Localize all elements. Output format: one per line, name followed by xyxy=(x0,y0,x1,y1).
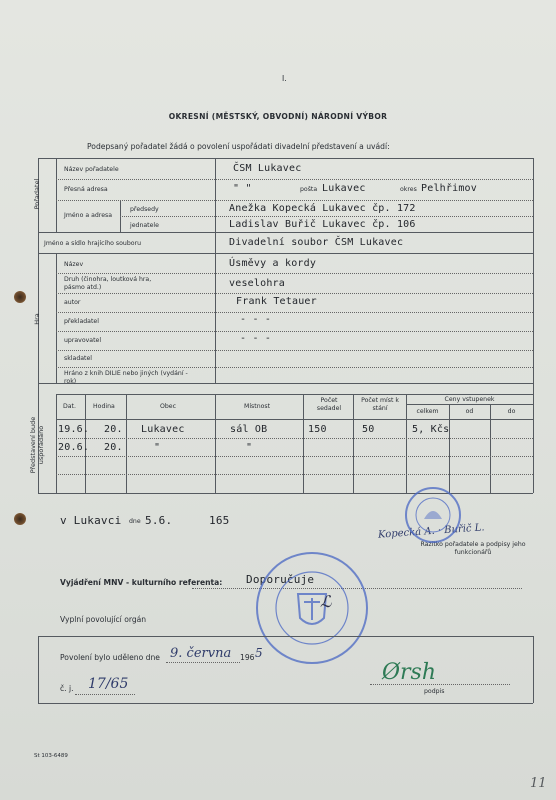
date-text: 5.6. xyxy=(145,514,173,527)
povoleni-date: 9. června xyxy=(170,646,232,661)
table-row-2-hodina: 20. xyxy=(104,442,123,453)
header-od: od xyxy=(465,408,474,415)
organ-label: Vyplní povolující orgán xyxy=(60,615,147,624)
value-okres: Pelhřimov xyxy=(421,183,477,194)
place-text: v Lukavci xyxy=(60,514,122,527)
table-row-1-hodina: 20. xyxy=(104,424,123,435)
razitko-label: Razítko pořadatele a podpisy jeho funkcionářů xyxy=(420,541,526,556)
mnv-stamp xyxy=(256,552,368,664)
header-obec: Obec xyxy=(160,403,177,410)
punch-hole-bottom xyxy=(14,513,26,525)
table-row-2-dat: 20.6. xyxy=(58,442,90,453)
povoleni-year-prefix: 196 xyxy=(240,653,255,662)
year-text: 165 xyxy=(209,514,230,527)
header-ceny: Ceny vstupenek xyxy=(444,396,495,403)
value-adresa: " " xyxy=(233,183,252,194)
table-row-1-sedadel: 150 xyxy=(308,424,327,435)
dne-label: dne xyxy=(129,518,141,525)
section-label-hra: Hra xyxy=(33,313,41,325)
label-posta: pošta xyxy=(300,186,318,193)
value-upravovatel: - - - xyxy=(240,333,272,344)
label-hrano: Hráno z knih DILIE nebo jiných (vydání - rok) xyxy=(64,370,188,385)
header-do: do xyxy=(507,408,516,415)
table-row-1-stani: 50 xyxy=(362,424,375,435)
label-upravovatel: upravovatel xyxy=(64,337,102,344)
header-hodina: Hodina xyxy=(93,403,115,410)
label-predsedy: předsedy xyxy=(130,206,159,213)
value-predsedy: Anežka Kopecká Lukavec čp. 172 xyxy=(229,203,416,214)
header-stani: Počet míst k stání xyxy=(361,397,399,412)
label-jmeno-adresa: Jméno a adresa xyxy=(64,212,113,219)
value-nazev-poradatele: ČSM Lukavec xyxy=(233,163,302,174)
value-hra-nazev: Úsměvy a kordy xyxy=(229,258,317,269)
csm-stamp xyxy=(405,487,461,543)
label-jednatele: jednatele xyxy=(130,222,159,229)
value-autor: Frank Tetauer xyxy=(236,296,317,307)
value-prekladatel: - - - xyxy=(240,314,272,325)
page-number: 11 xyxy=(530,776,547,791)
table-row-1-dat: 19.6. xyxy=(58,424,90,435)
label-adresa: Přesná adresa xyxy=(64,186,108,193)
mnv-signature: ℒ xyxy=(320,592,332,611)
value-posta: Lukavec xyxy=(322,183,366,194)
mnv-label: Vyjádření MNV - kulturního referenta: xyxy=(60,578,223,587)
label-skladatel: skladatel xyxy=(64,355,92,362)
value-druh: veselohra xyxy=(229,278,285,289)
approval-signature: Ørsh xyxy=(382,660,437,685)
table-row-1-obec: Lukavec xyxy=(141,424,185,435)
header-mistnost: Místnost xyxy=(244,403,271,410)
cj-label: č. j. xyxy=(60,684,74,693)
label-soubor: Jméno a sídlo hrajícího souboru xyxy=(44,240,142,247)
value-jednatele: Ladislav Buřič Lukavec čp. 106 xyxy=(229,219,416,230)
podpis-label: podpis xyxy=(424,688,445,695)
punch-hole-top xyxy=(14,291,26,303)
povoleni-label: Povolení bylo uděleno dne xyxy=(60,653,160,662)
povoleni-year-digit: 5 xyxy=(255,646,263,660)
header-sedadel: Počet sedadel xyxy=(316,397,342,412)
form-title: OKRESNÍ (MĚSTSKÝ, OBVODNÍ) NÁRODNÍ VÝBOR xyxy=(168,112,388,121)
label-druh: Druh (činohra, loutková hra, pásmo atd.) xyxy=(64,276,152,291)
label-nazev-poradatele: Název pořadatele xyxy=(64,166,119,173)
value-soubor: Divadelní soubor ČSM Lukavec xyxy=(229,237,404,248)
form-intro: Podepsaný pořadatel žádá o povolení uspořádati divadelní představení a uvádí: xyxy=(87,142,390,151)
label-hra-nazev: Název xyxy=(64,261,84,268)
table-row-2-obec: " xyxy=(154,442,161,453)
section-label-poradatel: Pořadatel xyxy=(33,178,41,210)
table-row-1-cena: 5, Kčs xyxy=(412,424,450,435)
label-prekladatel: překladatel xyxy=(64,318,99,325)
mnv-value: Doporučuje xyxy=(246,573,315,586)
functionaries-signatures: Kopecká A. · Buřič L. xyxy=(377,522,485,541)
cj-value: 17/65 xyxy=(88,676,129,692)
section-label-predstaveni: Představení bude uspořádáno xyxy=(29,416,45,474)
label-okres: okres xyxy=(400,186,417,193)
section-number: I. xyxy=(282,74,287,83)
table-row-2-mistnost: " xyxy=(246,442,253,453)
table-row-1-mistnost: sál OB xyxy=(230,424,268,435)
form-code: St 103-6489 xyxy=(34,753,68,759)
header-celkem: celkem xyxy=(416,408,439,415)
header-dat: Dat. xyxy=(63,403,76,410)
label-autor: autor xyxy=(64,299,81,306)
